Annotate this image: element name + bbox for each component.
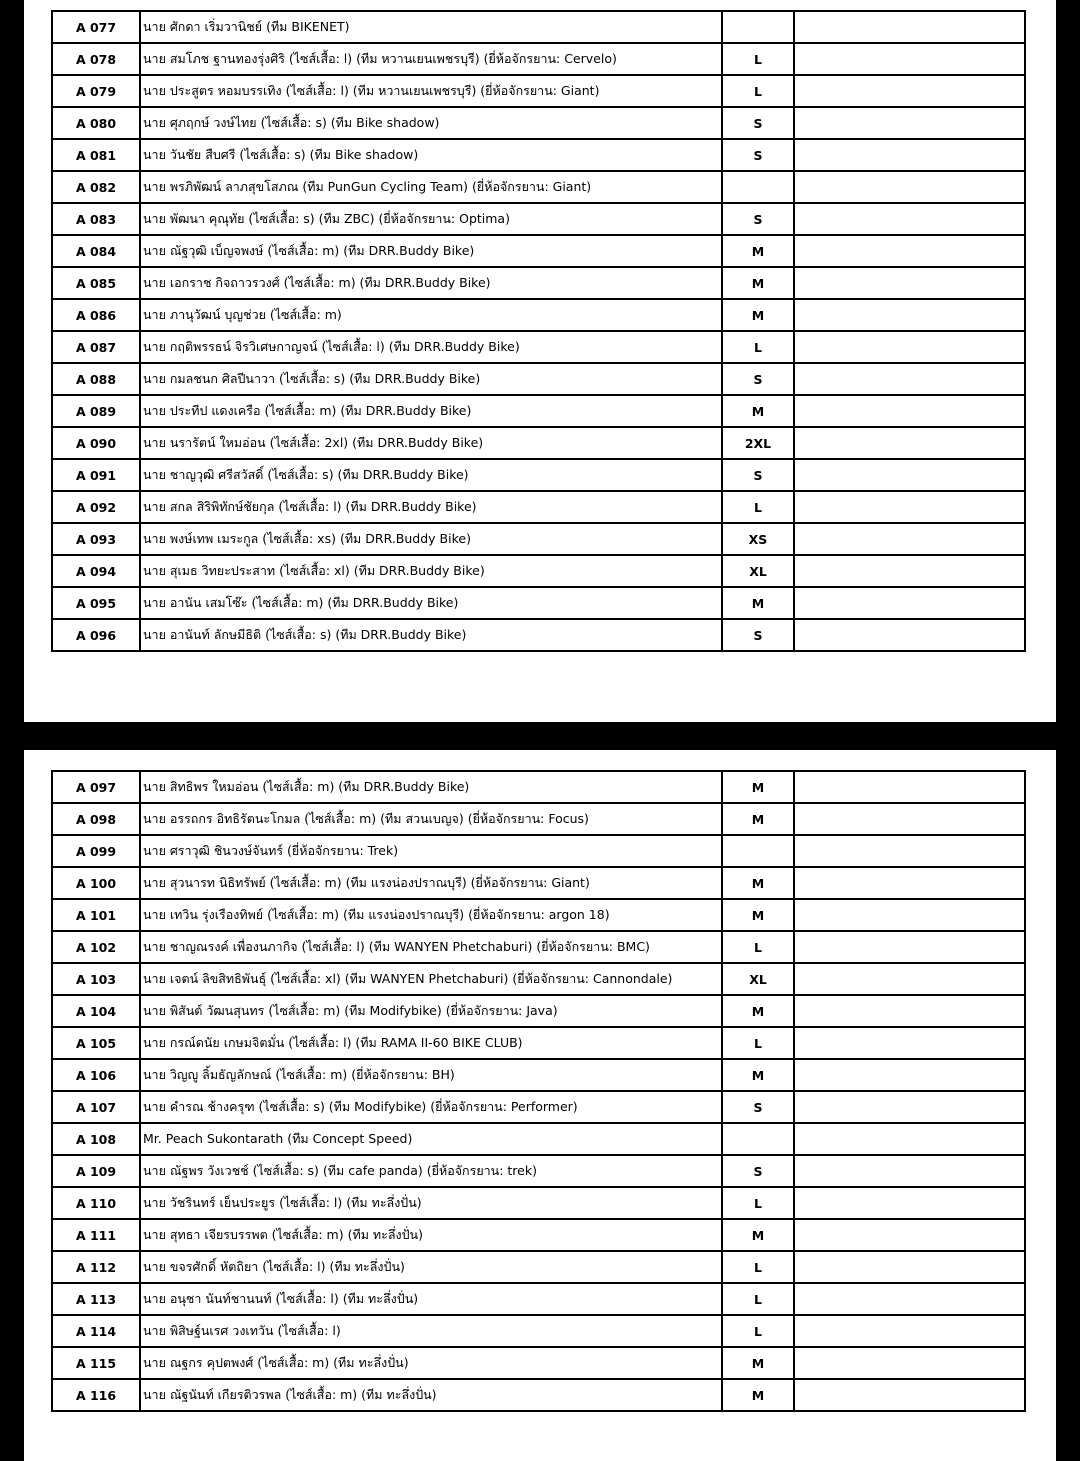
table-row [52,1059,1025,1091]
blank-cell [794,139,1025,171]
table-row [52,1187,1025,1219]
entry-number-cell: A 091 [52,459,140,491]
participant-name-cell: นาย ศักดา เริ่มวานิชย์ (ทีม BIKENET) [140,11,722,43]
document-page-1 [24,0,1056,722]
shirt-size-cell: XL [722,555,794,587]
table-row [52,331,1025,363]
blank-cell [794,1155,1025,1187]
table-row [52,299,1025,331]
shirt-size-cell: M [722,1347,794,1379]
entry-number-cell: A 108 [52,1123,140,1155]
shirt-size-cell: M [722,771,794,803]
entry-number-cell: A 107 [52,1091,140,1123]
participant-table-body [52,11,1025,651]
participant-name-cell: นาย พงษ์เทพ เมระกูล (ไซส์เสื้อ: xs) (ทีม DRR.Buddy Bike) [140,523,722,555]
participant-name-cell: นาย อานัน เสมโซ๊ะ (ไซส์เสื้อ: m) (ทีม DRR.Buddy Bike) [140,587,722,619]
table-row [52,363,1025,395]
entry-number-cell: A 114 [52,1315,140,1347]
entry-number-cell: A 112 [52,1251,140,1283]
table-row [52,459,1025,491]
entry-number-cell: A 099 [52,835,140,867]
table-row [52,395,1025,427]
blank-cell [794,299,1025,331]
participant-name-cell: นาย สุเมธ วิทยะประสาท (ไซส์เสื้อ: xl) (ทีม DRR.Buddy Bike) [140,555,722,587]
blank-cell [794,235,1025,267]
shirt-size-cell: S [722,1155,794,1187]
entry-number-cell: A 078 [52,43,140,75]
table-row [52,963,1025,995]
entry-number-cell: A 083 [52,203,140,235]
shirt-size-cell: S [722,459,794,491]
participant-name-cell: นาย เจตน์ ลิขสิทธิพันธุ์ (ไซส์เสื้อ: xl) (ทีม WANYEN Phetchaburi) (ยี่ห้อจักรยาน: Cannondale) [140,963,722,995]
participant-name-cell: นาย ชาญณรงค์ เพื่องนภากิจ (ไซส์เสื้อ: l) (ทีม WANYEN Phetchaburi) (ยี่ห้อจักรยาน: BMC) [140,931,722,963]
blank-cell [794,771,1025,803]
entry-number-cell: A 115 [52,1347,140,1379]
participant-name-cell: นาย ประทีป แดงเครือ (ไซส์เสื้อ: m) (ทีม DRR.Buddy Bike) [140,395,722,427]
table-row [52,75,1025,107]
entry-number-cell: A 102 [52,931,140,963]
entry-number-cell: A 106 [52,1059,140,1091]
blank-cell [794,171,1025,203]
table-row [52,771,1025,803]
blank-cell [794,523,1025,555]
blank-cell [794,363,1025,395]
entry-number-cell: A 101 [52,899,140,931]
entry-number-cell: A 088 [52,363,140,395]
blank-cell [794,427,1025,459]
participant-name-cell: นาย เอกราช กิจถาวรวงศ์ (ไซส์เสื้อ: m) (ทีม DRR.Buddy Bike) [140,267,722,299]
shirt-size-cell: L [722,491,794,523]
participant-name-cell: นาย พิสันต์ วัฒนสุนทร (ไซส์เสื้อ: m) (ทีม Modifybike) (ยี่ห้อจักรยาน: Java) [140,995,722,1027]
participant-name-cell: นาย ศราวุฒิ ชินวงษ์จันทร์ (ยี่ห้อจักรยาน: Trek) [140,835,722,867]
shirt-size-cell: M [722,235,794,267]
participant-name-cell: นาย กมลชนก ศิลปีนาวา (ไซส์เสื้อ: s) (ทีม DRR.Buddy Bike) [140,363,722,395]
participant-name-cell: นาย ประสูตร หอมบรรเทิง (ไซส์เสื้อ: l) (ทีม หวานเยนเพชรบุรี) (ยี่ห้อจักรยาน: Giant) [140,75,722,107]
table-row [52,1315,1025,1347]
shirt-size-cell: S [722,363,794,395]
shirt-size-cell: M [722,1219,794,1251]
table-row [52,867,1025,899]
shirt-size-cell [722,835,794,867]
entry-number-cell: A 087 [52,331,140,363]
blank-cell [794,1379,1025,1411]
blank-cell [794,75,1025,107]
shirt-size-cell [722,1123,794,1155]
table-row [52,1347,1025,1379]
entry-number-cell: A 084 [52,235,140,267]
table-row [52,1251,1025,1283]
shirt-size-cell: M [722,803,794,835]
table-row [52,1219,1025,1251]
shirt-size-cell: M [722,1379,794,1411]
entry-number-cell: A 092 [52,491,140,523]
entry-number-cell: A 097 [52,771,140,803]
entry-number-cell: A 089 [52,395,140,427]
table-row [52,1027,1025,1059]
shirt-size-cell: XS [722,523,794,555]
blank-cell [794,1219,1025,1251]
participant-table-body [52,771,1025,1411]
table-row [52,835,1025,867]
participant-name-cell: นาย สุทธา เจียรบรรพต (ไซส์เสื้อ: m) (ทีม ทะลึ่งปั่น) [140,1219,722,1251]
shirt-size-cell: M [722,899,794,931]
table-row [52,43,1025,75]
entry-number-cell: A 079 [52,75,140,107]
blank-cell [794,459,1025,491]
shirt-size-cell: M [722,867,794,899]
participant-name-cell: นาย คำรณ ช้างครุฑ (ไซส์เสื้อ: s) (ทีม Modifybike) (ยี่ห้อจักรยาน: Performer) [140,1091,722,1123]
participant-name-cell: นาย วัชรินทร์ เย็นประยูร (ไซส์เสื้อ: l) (ทีม ทะลึ่งปั่น) [140,1187,722,1219]
table-row [52,107,1025,139]
entry-number-cell: A 100 [52,867,140,899]
blank-cell [794,899,1025,931]
blank-cell [794,203,1025,235]
table-row [52,1283,1025,1315]
participant-table-page-2 [51,770,1026,1412]
shirt-size-cell: S [722,1091,794,1123]
shirt-size-cell: L [722,331,794,363]
participant-name-cell: นาย พิสิษฐ์นเรศ วงเทวัน (ไซส์เสื้อ: l) [140,1315,722,1347]
blank-cell [794,1283,1025,1315]
table-row [52,803,1025,835]
shirt-size-cell: S [722,107,794,139]
blank-cell [794,331,1025,363]
participant-name-cell: นาย กฤติพรรธน์ จิรวิเศษกาญจน์ (ไซส์เสื้อ: l) (ทีม DRR.Buddy Bike) [140,331,722,363]
shirt-size-cell: XL [722,963,794,995]
participant-name-cell: นาย อรรถกร อิทธิรัตนะโกมล (ไซส์เสื้อ: m) (ทีม สวนเบญจ) (ยี่ห้อจักรยาน: Focus) [140,803,722,835]
blank-cell [794,1251,1025,1283]
blank-cell [794,1187,1025,1219]
participant-name-cell: Mr. Peach Sukontarath (ทีม Concept Speed) [140,1123,722,1155]
table-row [52,427,1025,459]
blank-cell [794,491,1025,523]
entry-number-cell: A 095 [52,587,140,619]
participant-name-cell: นาย อานันท์ ลักษมีธิติ (ไซส์เสื้อ: s) (ทีม DRR.Buddy Bike) [140,619,722,651]
entry-number-cell: A 111 [52,1219,140,1251]
blank-cell [794,11,1025,43]
participant-name-cell: นาย กรณ์ดนัย เกษมจิตมั่น (ไซส์เสื้อ: l) (ทีม RAMA II-60 BIKE CLUB) [140,1027,722,1059]
participant-name-cell: นาย สมโภช ฐานทองรุ่งศิริ (ไซส์เสื้อ: l) (ทีม หวานเยนเพชรบุรี) (ยี่ห้อจักรยาน: Cervelo) [140,43,722,75]
participant-name-cell: นาย ณัฐนันท์ เกียรติวรพล (ไซส์เสื้อ: m) (ทีม ทะลึ่งปั่น) [140,1379,722,1411]
shirt-size-cell: M [722,995,794,1027]
blank-cell [794,43,1025,75]
blank-cell [794,1347,1025,1379]
entry-number-cell: A 098 [52,803,140,835]
participant-name-cell: นาย นรารัตน์ ใหมอ่อน (ไซส์เสื้อ: 2xl) (ทีม DRR.Buddy Bike) [140,427,722,459]
blank-cell [794,995,1025,1027]
entry-number-cell: A 077 [52,11,140,43]
entry-number-cell: A 110 [52,1187,140,1219]
table-row [52,555,1025,587]
blank-cell [794,267,1025,299]
blank-cell [794,555,1025,587]
table-row [52,1155,1025,1187]
blank-cell [794,1123,1025,1155]
table-row [52,139,1025,171]
table-row [52,587,1025,619]
participant-name-cell: นาย สุวนารท นิธิทรัพย์ (ไซส์เสื้อ: m) (ทีม แรงน่องปราณบุรี) (ยี่ห้อจักรยาน: Giant) [140,867,722,899]
table-row [52,899,1025,931]
participant-name-cell: นาย ณัฐวุฒิ เบ็ญจพงษ์ (ไซส์เสื้อ: m) (ทีม DRR.Buddy Bike) [140,235,722,267]
entry-number-cell: A 086 [52,299,140,331]
entry-number-cell: A 090 [52,427,140,459]
participant-name-cell: นาย ศุภฤกษ์ วงษ์ไทย (ไซส์เสื้อ: s) (ทีม Bike shadow) [140,107,722,139]
participant-table-page-1 [51,10,1026,652]
shirt-size-cell: M [722,1059,794,1091]
shirt-size-cell: M [722,395,794,427]
shirt-size-cell [722,171,794,203]
table-row [52,11,1025,43]
blank-cell [794,1027,1025,1059]
shirt-size-cell: 2XL [722,427,794,459]
participant-name-cell: นาย ขจรศักดิ์ หัตถิยา (ไซส์เสื้อ: l) (ทีม ทะลึ่งปั่น) [140,1251,722,1283]
participant-name-cell: นาย พรภิพัฒน์ ลาภสุขโสภณ (ทีม PunGun Cycling Team) (ยี่ห้อจักรยาน: Giant) [140,171,722,203]
blank-cell [794,835,1025,867]
shirt-size-cell: L [722,1027,794,1059]
entry-number-cell: A 105 [52,1027,140,1059]
shirt-size-cell: S [722,139,794,171]
table-row [52,1123,1025,1155]
entry-number-cell: A 104 [52,995,140,1027]
participant-name-cell: นาย พัฒนา คุณุทัย (ไซส์เสื้อ: s) (ทีม ZBC) (ยี่ห้อจักรยาน: Optima) [140,203,722,235]
blank-cell [794,963,1025,995]
entry-number-cell: A 085 [52,267,140,299]
entry-number-cell: A 094 [52,555,140,587]
shirt-size-cell: M [722,267,794,299]
participant-name-cell: นาย สิทธิพร ใหมอ่อน (ไซส์เสื้อ: m) (ทีม DRR.Buddy Bike) [140,771,722,803]
participant-name-cell: นาย ณัฐพร วังเวชช์ (ไซส์เสื้อ: s) (ทีม cafe panda) (ยี่ห้อจักรยาน: trek) [140,1155,722,1187]
blank-cell [794,395,1025,427]
entry-number-cell: A 082 [52,171,140,203]
table-row [52,203,1025,235]
shirt-size-cell: S [722,619,794,651]
table-row [52,523,1025,555]
document-page-2 [24,750,1056,1461]
table-row [52,1091,1025,1123]
shirt-size-cell: M [722,587,794,619]
table-row [52,619,1025,651]
blank-cell [794,1315,1025,1347]
shirt-size-cell: L [722,931,794,963]
shirt-size-cell: S [722,203,794,235]
table-row [52,171,1025,203]
shirt-size-cell: L [722,1283,794,1315]
entry-number-cell: A 113 [52,1283,140,1315]
blank-cell [794,867,1025,899]
participant-name-cell: นาย สกล สิริพิทักษ์ชัยกุล (ไซส์เสื้อ: l) (ทีม DRR.Buddy Bike) [140,491,722,523]
shirt-size-cell: L [722,1315,794,1347]
participant-name-cell: นาย อนุชา นันท์ชานนท์ (ไซส์เสื้อ: l) (ทีม ทะลึ่งปั่น) [140,1283,722,1315]
table-row [52,267,1025,299]
table-row [52,491,1025,523]
entry-number-cell: A 093 [52,523,140,555]
shirt-size-cell: L [722,43,794,75]
blank-cell [794,619,1025,651]
participant-name-cell: นาย ภานุวัฒน์ บุญช่วย (ไซส์เสื้อ: m) [140,299,722,331]
shirt-size-cell: L [722,75,794,107]
entry-number-cell: A 081 [52,139,140,171]
participant-name-cell: นาย เทวิน รุ่งเรืองทิพย์ (ไซส์เสื้อ: m) (ทีม แรงน่องปราณบุรี) (ยี่ห้อจักรยาน: argon 18) [140,899,722,931]
blank-cell [794,587,1025,619]
entry-number-cell: A 103 [52,963,140,995]
blank-cell [794,1091,1025,1123]
participant-name-cell: นาย วิญญู ลิ้มธัญลักษณ์ (ไซส์เสื้อ: m) (ยี่ห้อจักรยาน: BH) [140,1059,722,1091]
table-row [52,1379,1025,1411]
table-row [52,235,1025,267]
entry-number-cell: A 096 [52,619,140,651]
participant-name-cell: นาย ณฐกร คุปตพงศ์ (ไซส์เสื้อ: m) (ทีม ทะลึ่งปั่น) [140,1347,722,1379]
participant-name-cell: นาย ชาญวุฒิ ศรีสวัสดิ์ (ไซส์เสื้อ: s) (ทีม DRR.Buddy Bike) [140,459,722,491]
participant-name-cell: นาย วันชัย สืบศรี (ไซส์เสื้อ: s) (ทีม Bike shadow) [140,139,722,171]
shirt-size-cell: M [722,299,794,331]
blank-cell [794,931,1025,963]
blank-cell [794,107,1025,139]
entry-number-cell: A 080 [52,107,140,139]
shirt-size-cell: L [722,1187,794,1219]
table-row [52,931,1025,963]
shirt-size-cell: L [722,1251,794,1283]
shirt-size-cell [722,11,794,43]
entry-number-cell: A 109 [52,1155,140,1187]
blank-cell [794,1059,1025,1091]
table-row [52,995,1025,1027]
blank-cell [794,803,1025,835]
entry-number-cell: A 116 [52,1379,140,1411]
